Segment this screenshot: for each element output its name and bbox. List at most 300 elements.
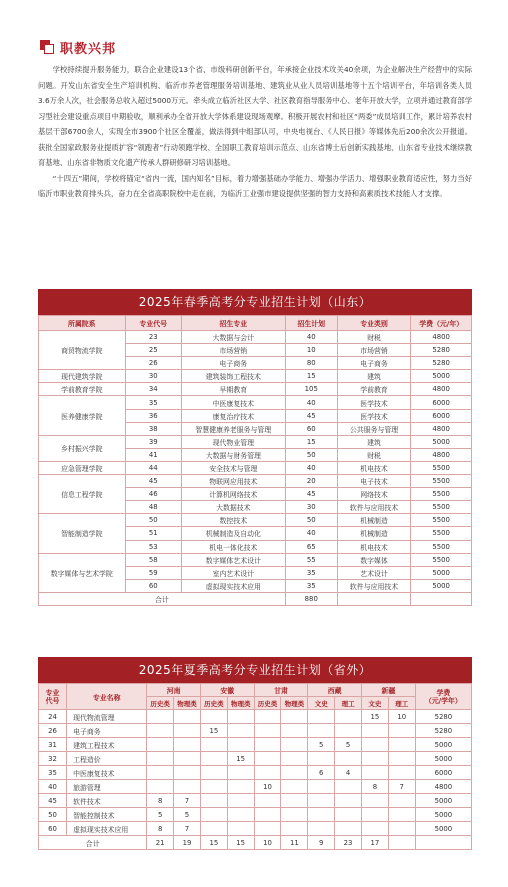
fee-cell: 5280 <box>415 724 471 738</box>
quota-cell <box>388 794 415 808</box>
plan-cell: 35 <box>285 579 337 592</box>
quota-cell: 5 <box>174 808 201 822</box>
major-cell: 大数据技术 <box>181 501 285 514</box>
quota-cell <box>147 738 174 752</box>
plan-cell: 55 <box>285 553 337 566</box>
quota-cell <box>281 710 308 724</box>
fee-cell: 5500 <box>411 488 472 501</box>
plan-cell: 40 <box>285 396 337 409</box>
table-row <box>39 780 472 794</box>
quota-cell: 5 <box>147 808 174 822</box>
fee-header-line: 学费 <box>436 688 451 697</box>
major-cell: 机械制造及自动化 <box>181 527 285 540</box>
major-cell: 工程造价 <box>67 752 147 766</box>
category-cell: 建筑 <box>337 435 411 448</box>
code-cell: 30 <box>125 370 181 383</box>
intro-paragraph: 学校持续提升服务能力，联合企业建设13个省、市级科研创新平台，年承接企业技术攻关40余项，为企业解决生产经营中的实际问题。开发山东省安全生产培训机构、临沂市养老管理服务培训基地、建筑业从业人员培训基地等十五个培训平台，年培训各类人员3.6万余人次，社会服务总收入超过5000万元。牵头成立临沂社区大学、社区教育指导服务中心、老年开放大学，立项并通过教育部学习型社会建设重点项目中期验收，顺利承办全省开放大学体系建设现场观摩。积极开展农村和社区“两委”成员培训工作，累计培养农村基层干部6700余人，实现全市3900个社区全覆盖，做法得到中组部认可，中央电视台、《人民日报》等媒体先后200余次公开报道。获批全国家政服务业提质扩容“领跑者”行动领跑学校、全国职工教育培训示范点、山东省博士后创新实践基地、山东省专业技术继续教育基地、山东省非物质文化遗产传承人群研修研习培训基地。 <box>38 65 472 167</box>
category-cell: 市场营销 <box>337 344 411 357</box>
code-cell: 31 <box>39 738 67 752</box>
quota-cell <box>174 724 201 738</box>
code-cell: 39 <box>125 435 181 448</box>
quota-cell <box>308 794 335 808</box>
section-marker-icon <box>40 40 54 54</box>
fee-cell: 5280 <box>415 710 471 724</box>
category-cell: 数字媒体 <box>337 553 411 566</box>
section-title: 职教兴邦 <box>60 41 117 57</box>
major-cell: 中医康复技术 <box>181 396 285 409</box>
table-row <box>39 461 472 474</box>
spring-table <box>38 315 472 606</box>
subject-header: 物理类 <box>174 697 201 710</box>
quota-cell <box>335 822 362 836</box>
quota-cell <box>174 752 201 766</box>
quota-cell: 10 <box>254 780 281 794</box>
col-header: 所属院系 <box>39 316 126 331</box>
section-header <box>40 38 116 56</box>
quota-cell: 8 <box>147 822 174 836</box>
quota-cell <box>388 822 415 836</box>
total-cell: 19 <box>174 836 201 850</box>
code-cell: 26 <box>39 724 67 738</box>
dept-cell: 应急管理学院 <box>39 461 126 474</box>
major-cell: 电子商务 <box>67 724 147 738</box>
code-cell: 48 <box>125 501 181 514</box>
subject-header: 历史类 <box>147 697 174 710</box>
fee-header-line: （元/学年） <box>424 696 462 705</box>
plan-cell: 45 <box>285 488 337 501</box>
total-cell: 21 <box>147 836 174 850</box>
quota-cell: 7 <box>174 794 201 808</box>
table-row <box>39 435 472 448</box>
province-header-row <box>39 684 472 697</box>
total-value: 880 <box>285 592 337 605</box>
major-cell: 旅游管理 <box>67 780 147 794</box>
province-header: 西藏 <box>308 684 362 697</box>
quota-cell <box>361 766 388 780</box>
code-cell: 45 <box>125 475 181 488</box>
total-cell: 15 <box>200 836 227 850</box>
table-row <box>39 514 472 527</box>
quota-cell <box>361 808 388 822</box>
quota-cell: 15 <box>200 724 227 738</box>
province-header: 安徽 <box>200 684 254 697</box>
plan-cell: 10 <box>285 344 337 357</box>
quota-cell <box>281 766 308 780</box>
code-cell: 58 <box>125 553 181 566</box>
quota-cell: 6 <box>308 766 335 780</box>
quota-cell <box>200 794 227 808</box>
plan-cell: 30 <box>285 501 337 514</box>
plan-cell: 15 <box>285 435 337 448</box>
fee-cell: 6000 <box>411 409 472 422</box>
code-cell: 34 <box>125 383 181 396</box>
quota-cell <box>335 780 362 794</box>
plan-cell: 80 <box>285 357 337 370</box>
quota-cell <box>227 766 254 780</box>
summer-enrollment-table <box>38 657 472 850</box>
subject-header: 物理类 <box>227 697 254 710</box>
fee-cell: 5500 <box>411 475 472 488</box>
summer-table <box>38 683 472 850</box>
total-label: 合计 <box>39 592 286 605</box>
major-cell: 智能控制技术 <box>67 808 147 822</box>
code-cell: 35 <box>125 396 181 409</box>
fee-cell: 6000 <box>411 396 472 409</box>
code-cell: 36 <box>125 409 181 422</box>
code-cell: 26 <box>125 357 181 370</box>
empty-cell <box>415 836 471 850</box>
quota-cell <box>200 808 227 822</box>
quota-cell <box>254 738 281 752</box>
quota-cell <box>200 822 227 836</box>
quota-cell <box>308 808 335 822</box>
total-cell: 17 <box>361 836 388 850</box>
code-cell: 41 <box>125 448 181 461</box>
subject-header: 理工 <box>388 697 415 710</box>
dept-cell: 数字媒体与艺术学院 <box>39 553 126 592</box>
major-cell: 现代物流管理 <box>67 710 147 724</box>
quota-cell <box>227 780 254 794</box>
col-header-name: 专业名称 <box>67 684 147 710</box>
quota-cell <box>361 794 388 808</box>
table-row <box>39 553 472 566</box>
major-cell: 机电一体化技术 <box>181 540 285 553</box>
table-row <box>39 475 472 488</box>
major-cell: 建筑工程技术 <box>67 738 147 752</box>
quota-cell <box>200 738 227 752</box>
quota-cell <box>174 780 201 794</box>
plan-cell: 60 <box>285 422 337 435</box>
code-cell: 53 <box>125 540 181 553</box>
major-cell: 中医康复技术 <box>67 766 147 780</box>
plan-cell: 105 <box>285 383 337 396</box>
major-cell: 数字媒体艺术设计 <box>181 553 285 566</box>
quota-cell: 4 <box>335 766 362 780</box>
code-cell: 35 <box>39 766 67 780</box>
quota-cell <box>254 724 281 738</box>
table-row <box>39 383 472 396</box>
fee-cell: 4800 <box>411 422 472 435</box>
quota-cell: 8 <box>361 780 388 794</box>
plan-cell: 45 <box>285 409 337 422</box>
quota-cell <box>227 808 254 822</box>
dept-cell: 学前教育学院 <box>39 383 126 396</box>
major-cell: 室内艺术设计 <box>181 566 285 579</box>
total-cell: 23 <box>335 836 362 850</box>
major-cell: 计算机网络技术 <box>181 488 285 501</box>
code-cell: 23 <box>125 331 181 344</box>
fee-cell: 5000 <box>415 822 471 836</box>
quota-cell <box>388 808 415 822</box>
col-header: 专业代号 <box>125 316 181 331</box>
table-row <box>39 766 472 780</box>
intro-paragraph: “十四五”期间，学校将锚定“省内一流，国内知名”目标，着力增强基础办学能力、增强办学活力、增强职业教育适应性，努力当好临沂市职业教育排头兵，奋力在全省高职院校中走在前，为临沂工业强市建设提供坚强的智力支持和高素质技术技能人才支撑。 <box>38 173 472 198</box>
quota-cell <box>335 724 362 738</box>
quota-cell <box>361 752 388 766</box>
table-row <box>39 822 472 836</box>
code-cell: 50 <box>39 808 67 822</box>
quota-cell <box>361 724 388 738</box>
quota-cell: 5 <box>335 738 362 752</box>
fee-cell: 5000 <box>415 808 471 822</box>
major-cell: 康复治疗技术 <box>181 409 285 422</box>
fee-cell: 6000 <box>415 766 471 780</box>
category-cell: 机电技术 <box>337 540 411 553</box>
quota-cell <box>200 780 227 794</box>
fee-cell: 5280 <box>411 357 472 370</box>
total-row <box>39 836 472 850</box>
plan-cell: 40 <box>285 331 337 344</box>
category-cell: 网络技术 <box>337 488 411 501</box>
quota-cell: 10 <box>388 710 415 724</box>
major-cell: 安全技术与管理 <box>181 461 285 474</box>
quota-cell <box>335 808 362 822</box>
subject-header: 文史 <box>308 697 335 710</box>
subject-header: 文史 <box>361 697 388 710</box>
quota-cell <box>388 724 415 738</box>
table-row <box>39 370 472 383</box>
plan-cell: 50 <box>285 514 337 527</box>
quota-cell: 8 <box>147 794 174 808</box>
table-row <box>39 808 472 822</box>
code-cell: 46 <box>125 488 181 501</box>
code-cell: 59 <box>125 566 181 579</box>
code-cell: 44 <box>125 461 181 474</box>
quota-cell <box>361 822 388 836</box>
code-cell: 25 <box>125 344 181 357</box>
code-cell: 32 <box>39 752 67 766</box>
total-cell: 10 <box>254 836 281 850</box>
category-cell: 机械制造 <box>337 527 411 540</box>
category-cell: 财税 <box>337 331 411 344</box>
col-header: 专业类别 <box>337 316 411 331</box>
category-cell: 公共服务与管理 <box>337 422 411 435</box>
major-cell: 建筑装饰工程技术 <box>181 370 285 383</box>
quota-cell: 15 <box>361 710 388 724</box>
major-cell: 物联网应用技术 <box>181 475 285 488</box>
province-header: 甘肃 <box>254 684 308 697</box>
quota-cell <box>147 710 174 724</box>
quota-cell <box>227 822 254 836</box>
quota-cell <box>281 780 308 794</box>
quota-cell <box>281 738 308 752</box>
quota-cell <box>254 822 281 836</box>
quota-cell <box>254 710 281 724</box>
code-cell: 60 <box>125 579 181 592</box>
plan-cell: 15 <box>285 370 337 383</box>
quota-cell: 15 <box>227 752 254 766</box>
category-cell: 电子商务 <box>337 357 411 370</box>
quota-cell <box>254 752 281 766</box>
quota-cell <box>335 710 362 724</box>
quota-cell: 5 <box>308 738 335 752</box>
table-row <box>39 331 472 344</box>
major-cell: 软件技术 <box>67 794 147 808</box>
fee-cell: 5500 <box>411 553 472 566</box>
fee-cell: 4800 <box>411 448 472 461</box>
table-header-row <box>39 316 472 331</box>
table-row <box>39 794 472 808</box>
code-header-line: 专业 <box>45 688 60 697</box>
quota-cell <box>200 710 227 724</box>
fee-cell: 5000 <box>415 738 471 752</box>
subject-header: 物理类 <box>281 697 308 710</box>
fee-cell: 5000 <box>411 566 472 579</box>
code-cell: 50 <box>125 514 181 527</box>
quota-cell <box>227 794 254 808</box>
quota-cell <box>281 752 308 766</box>
quota-cell <box>388 766 415 780</box>
quota-cell <box>174 710 201 724</box>
fee-cell: 5500 <box>411 540 472 553</box>
quota-cell <box>200 752 227 766</box>
quota-cell <box>147 780 174 794</box>
col-header-fee <box>415 684 471 710</box>
total-label: 合计 <box>39 836 147 850</box>
fee-cell: 4800 <box>415 780 471 794</box>
empty-cell <box>337 592 411 605</box>
col-header: 招生计划 <box>285 316 337 331</box>
fee-cell: 5500 <box>411 514 472 527</box>
plan-cell: 20 <box>285 475 337 488</box>
total-cell: 9 <box>308 836 335 850</box>
dept-cell: 乡村振兴学院 <box>39 435 126 461</box>
quota-cell <box>308 780 335 794</box>
fee-cell: 5500 <box>411 501 472 514</box>
quota-cell <box>227 724 254 738</box>
code-cell: 24 <box>39 710 67 724</box>
quota-cell <box>308 752 335 766</box>
col-header: 招生专业 <box>181 316 285 331</box>
plan-cell: 35 <box>285 566 337 579</box>
fee-cell: 5000 <box>415 794 471 808</box>
plan-cell: 65 <box>285 540 337 553</box>
category-cell: 艺术设计 <box>337 566 411 579</box>
quota-cell <box>147 724 174 738</box>
code-cell: 51 <box>125 527 181 540</box>
major-cell: 早期教育 <box>181 383 285 396</box>
quota-cell <box>254 808 281 822</box>
category-cell: 机械制造 <box>337 514 411 527</box>
col-header-code <box>39 684 67 710</box>
plan-cell: 40 <box>285 461 337 474</box>
category-cell: 医学技术 <box>337 409 411 422</box>
empty-cell <box>411 592 472 605</box>
fee-cell: 5000 <box>411 435 472 448</box>
quota-cell <box>308 822 335 836</box>
quota-cell <box>147 766 174 780</box>
category-cell: 软件与应用技术 <box>337 501 411 514</box>
fee-cell: 5500 <box>411 527 472 540</box>
subject-header: 历史类 <box>200 697 227 710</box>
fee-cell: 5500 <box>411 461 472 474</box>
major-cell: 电子商务 <box>181 357 285 370</box>
quota-cell <box>254 794 281 808</box>
major-cell: 智慧健康养老服务与管理 <box>181 422 285 435</box>
table-title: 2025年夏季高考分专业招生计划（省外） <box>38 657 472 683</box>
code-header-line: 代号 <box>45 696 60 705</box>
category-cell: 建筑 <box>337 370 411 383</box>
intro-text <box>38 62 472 202</box>
total-cell: 15 <box>227 836 254 850</box>
quota-cell <box>361 738 388 752</box>
dept-cell: 医养健康学院 <box>39 396 126 435</box>
fee-cell: 4800 <box>411 383 472 396</box>
table-row <box>39 738 472 752</box>
fee-cell: 5280 <box>411 344 472 357</box>
fee-cell: 5000 <box>415 752 471 766</box>
quota-cell <box>281 794 308 808</box>
category-cell: 医学技术 <box>337 396 411 409</box>
plan-cell: 40 <box>285 527 337 540</box>
major-cell: 市场营销 <box>181 344 285 357</box>
quota-cell <box>227 710 254 724</box>
quota-cell <box>281 822 308 836</box>
category-cell: 学前教育 <box>337 383 411 396</box>
table-row <box>39 752 472 766</box>
code-cell: 60 <box>39 822 67 836</box>
major-cell: 现代物业管理 <box>181 435 285 448</box>
quota-cell <box>335 752 362 766</box>
quota-cell <box>335 794 362 808</box>
table-row <box>39 710 472 724</box>
fee-cell: 4800 <box>411 331 472 344</box>
major-cell: 虚拟现实技术应用 <box>181 579 285 592</box>
dept-cell: 商贸物流学院 <box>39 331 126 370</box>
dept-cell: 现代建筑学院 <box>39 370 126 383</box>
province-header: 河南 <box>147 684 201 697</box>
category-cell: 软件与应用技术 <box>337 579 411 592</box>
major-cell: 虚拟现实技术应用 <box>67 822 147 836</box>
dept-cell: 信息工程学院 <box>39 475 126 514</box>
dept-cell: 智能制造学院 <box>39 514 126 553</box>
category-cell: 机电技术 <box>337 461 411 474</box>
code-cell: 38 <box>125 422 181 435</box>
code-cell: 40 <box>39 780 67 794</box>
major-cell: 数控技术 <box>181 514 285 527</box>
table-title: 2025年春季高考分专业招生计划（山东） <box>38 289 472 315</box>
quota-cell <box>308 724 335 738</box>
quota-cell <box>200 766 227 780</box>
quota-cell <box>388 738 415 752</box>
category-cell: 电子技术 <box>337 475 411 488</box>
quota-cell <box>174 766 201 780</box>
fee-cell: 5000 <box>411 579 472 592</box>
quota-cell <box>388 752 415 766</box>
quota-cell <box>227 738 254 752</box>
subject-header: 理工 <box>335 697 362 710</box>
quota-cell <box>147 752 174 766</box>
quota-cell: 7 <box>388 780 415 794</box>
quota-cell <box>174 738 201 752</box>
total-cell: 11 <box>281 836 308 850</box>
quota-cell <box>308 710 335 724</box>
quota-cell <box>281 724 308 738</box>
total-row <box>39 592 472 605</box>
table-row <box>39 724 472 738</box>
total-cell <box>388 836 415 850</box>
category-cell: 财税 <box>337 448 411 461</box>
major-cell: 大数据与财务管理 <box>181 448 285 461</box>
quota-cell: 7 <box>174 822 201 836</box>
fee-cell: 5000 <box>411 370 472 383</box>
code-cell: 45 <box>39 794 67 808</box>
major-cell: 大数据与会计 <box>181 331 285 344</box>
col-header: 学费（元/年） <box>411 316 472 331</box>
subject-header: 历史类 <box>254 697 281 710</box>
table-row <box>39 396 472 409</box>
quota-cell <box>281 808 308 822</box>
